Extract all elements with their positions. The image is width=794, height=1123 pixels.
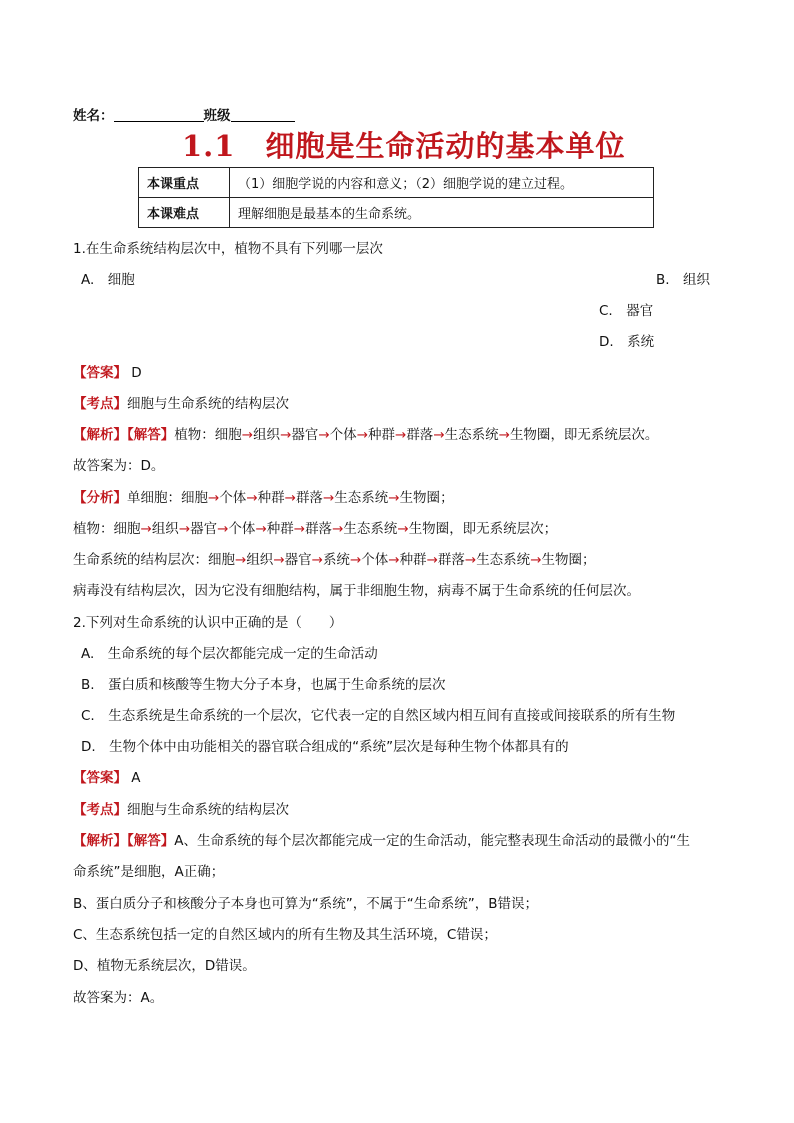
question-1-stem: 1.在生命系统结构层次中，植物不具有下列哪一层次 <box>73 241 383 257</box>
difficulty-content: 理解细胞是最基本的生命系统。 <box>230 198 654 228</box>
chain-term: 种群 <box>368 427 395 443</box>
chain-term: 种群 <box>257 490 285 506</box>
chain-term: 组织 <box>253 427 281 443</box>
arrow-icon: → <box>246 490 258 506</box>
point-value: 细胞与生命系统的结构层次 <box>127 396 289 412</box>
chain-term: 群落 <box>305 521 333 537</box>
key-point-content: （1）细胞学说的内容和意义；（2）细胞学说的建立过程。 <box>230 168 654 198</box>
analysis-suffix: ，即无系统层次。 <box>550 427 659 443</box>
q1-analysis <box>73 426 658 444</box>
plant-chain <box>215 427 551 443</box>
chain-term: 生物圈 <box>541 552 582 568</box>
arrow-icon: → <box>530 552 542 568</box>
arrow-icon: → <box>388 552 400 568</box>
arrow-icon: → <box>397 521 409 537</box>
answer-value: A <box>131 770 141 786</box>
analysis-label: 【解析】【解答】 <box>73 427 175 443</box>
chain-term: 生态系统 <box>476 552 531 568</box>
plant2-suffix: ，即无系统层次； <box>449 521 558 537</box>
difficulty-label: 本课难点 <box>139 198 230 228</box>
q1-fenxi-life <box>73 551 596 569</box>
name-class-line <box>73 104 295 124</box>
life-suffix: ； <box>582 552 596 568</box>
key-point-label: 本课重点 <box>139 168 230 198</box>
page-title: 1.1 细胞是生命活动的基本单位 <box>182 129 626 163</box>
single-prefix: 单细胞： <box>127 490 181 506</box>
arrow-icon: → <box>311 552 323 568</box>
q1-option-a: A. 细胞 <box>81 272 135 288</box>
chain-term: 个体 <box>361 552 389 568</box>
chain-term: 个体 <box>329 427 357 443</box>
arrow-icon: → <box>178 521 191 537</box>
q2-conclusion: 故答案为：A。 <box>73 990 164 1006</box>
chain-term: 个体 <box>228 521 256 537</box>
chain-term: 器官 <box>291 427 319 443</box>
q1-virus-note: 病毒没有结构层次，因为它没有细胞结构，属于非细胞生物，病毒不属于生命系统的任何层次。 <box>73 583 640 599</box>
q1-fenxi-single <box>73 489 454 507</box>
arrow-icon: → <box>356 427 368 443</box>
single-suffix: ； <box>440 490 454 506</box>
q2-answer <box>73 769 141 787</box>
chain-term: 器官 <box>190 521 218 537</box>
chain-term: 个体 <box>219 490 247 506</box>
table-row <box>139 168 654 198</box>
q2-analysis-c: C、生态系统包括一定的自然区域内的所有生物及其生活环境，C错误； <box>73 927 497 943</box>
name-blank <box>114 108 204 122</box>
arrow-icon: → <box>284 490 296 506</box>
chain-term: 组织 <box>151 521 179 537</box>
fenxi-label: 【分析】 <box>73 490 127 506</box>
arrow-icon: → <box>388 490 400 506</box>
arrow-icon: → <box>217 521 229 537</box>
plant2-prefix: 植物： <box>73 521 114 537</box>
class-label: 班级 <box>203 108 231 124</box>
arrow-icon: → <box>273 552 285 568</box>
chain-term: 细胞 <box>113 521 141 537</box>
arrow-icon: → <box>208 490 220 506</box>
analysis-a-1: A、生命系统的每个层次都能完成一定的生命活动，能完整表现生命活动的最微小的“生 <box>174 833 690 849</box>
analysis-prefix: 植物： <box>174 427 215 443</box>
arrow-icon: → <box>318 427 330 443</box>
analysis-label: 【解析】【解答】 <box>73 833 175 849</box>
chain-term: 群落 <box>295 490 323 506</box>
plant2-chain <box>114 521 450 537</box>
q1-fenxi-plant <box>73 520 557 538</box>
q2-option-d: D. 生物个体中由功能相关的器官联合组成的“系统”层次是每种生物个体都具有的 <box>81 739 569 755</box>
arrow-icon: → <box>293 521 306 537</box>
arrow-icon: → <box>280 427 292 443</box>
chain-term: 生物圈 <box>408 521 450 537</box>
arrow-icon: → <box>332 521 344 537</box>
arrow-icon: → <box>349 552 362 568</box>
q1-answer <box>73 364 142 382</box>
key-points-table <box>138 167 654 228</box>
chain-term: 生态系统 <box>343 521 398 537</box>
chain-term: 生态系统 <box>444 427 499 443</box>
q1-conclusion: 故答案为：D。 <box>73 458 165 474</box>
arrow-icon: → <box>235 552 247 568</box>
chain-term: 系统 <box>322 552 350 568</box>
q2-analysis-b: B、蛋白质分子和核酸分子本身也可算为“系统”，不属于“生命系统”，B错误； <box>73 896 538 912</box>
chain-term: 组织 <box>246 552 274 568</box>
answer-value: D <box>131 365 142 381</box>
q2-analysis-line2: 命系统”是细胞，A正确； <box>73 864 225 880</box>
arrow-icon: → <box>241 427 254 443</box>
q2-analysis-line1 <box>73 832 690 850</box>
table-row <box>139 198 654 228</box>
arrow-icon: → <box>395 427 407 443</box>
q2-option-c: C. 生态系统是生命系统的一个层次，它代表一定的自然区域内相互间有直接或间接联系的所有生物 <box>81 708 676 724</box>
answer-label: 【答案】 <box>73 365 127 381</box>
q2-point <box>73 801 289 819</box>
q2-option-b: B. 蛋白质和核酸等生物大分子本身，也属于生命系统的层次 <box>81 677 446 693</box>
answer-label: 【答案】 <box>73 770 127 786</box>
chain-term: 器官 <box>284 552 312 568</box>
life-chain <box>208 552 582 568</box>
chain-term: 群落 <box>406 427 434 443</box>
q1-option-b: B. 组织 <box>656 272 711 288</box>
single-chain <box>181 490 440 506</box>
q2-option-a: A. 生命系统的每个层次都能完成一定的生命活动 <box>81 646 378 662</box>
arrow-icon: → <box>433 427 445 443</box>
q1-option-d: D. 系统 <box>599 334 655 350</box>
q2-analysis-d: D、植物无系统层次，D错误。 <box>73 958 256 974</box>
arrow-icon: → <box>498 427 510 443</box>
chain-term: 生物圈 <box>509 427 551 443</box>
arrow-icon: → <box>426 552 438 568</box>
q1-option-c: C. 器官 <box>599 303 654 319</box>
chain-term: 细胞 <box>208 552 235 568</box>
life-prefix: 生命系统的结构层次： <box>73 552 208 568</box>
chain-term: 种群 <box>266 521 294 537</box>
question-2-stem: 2.下列对生命系统的认识中正确的是（ ） <box>73 615 343 631</box>
arrow-icon: → <box>464 552 477 568</box>
arrow-icon: → <box>255 521 267 537</box>
chain-term: 细胞 <box>181 490 208 506</box>
class-blank <box>231 108 295 122</box>
point-label: 【考点】 <box>73 802 127 818</box>
chain-term: 种群 <box>399 552 427 568</box>
name-label: 姓名： <box>73 108 114 124</box>
chain-term: 群落 <box>437 552 465 568</box>
point-value: 细胞与生命系统的结构层次 <box>127 802 289 818</box>
chain-term: 细胞 <box>214 427 242 443</box>
q1-point <box>73 395 289 413</box>
arrow-icon: → <box>322 490 335 506</box>
arrow-icon: → <box>140 521 152 537</box>
chain-term: 生态系统 <box>334 490 389 506</box>
point-label: 【考点】 <box>73 396 127 412</box>
chain-term: 生物圈 <box>399 490 441 506</box>
